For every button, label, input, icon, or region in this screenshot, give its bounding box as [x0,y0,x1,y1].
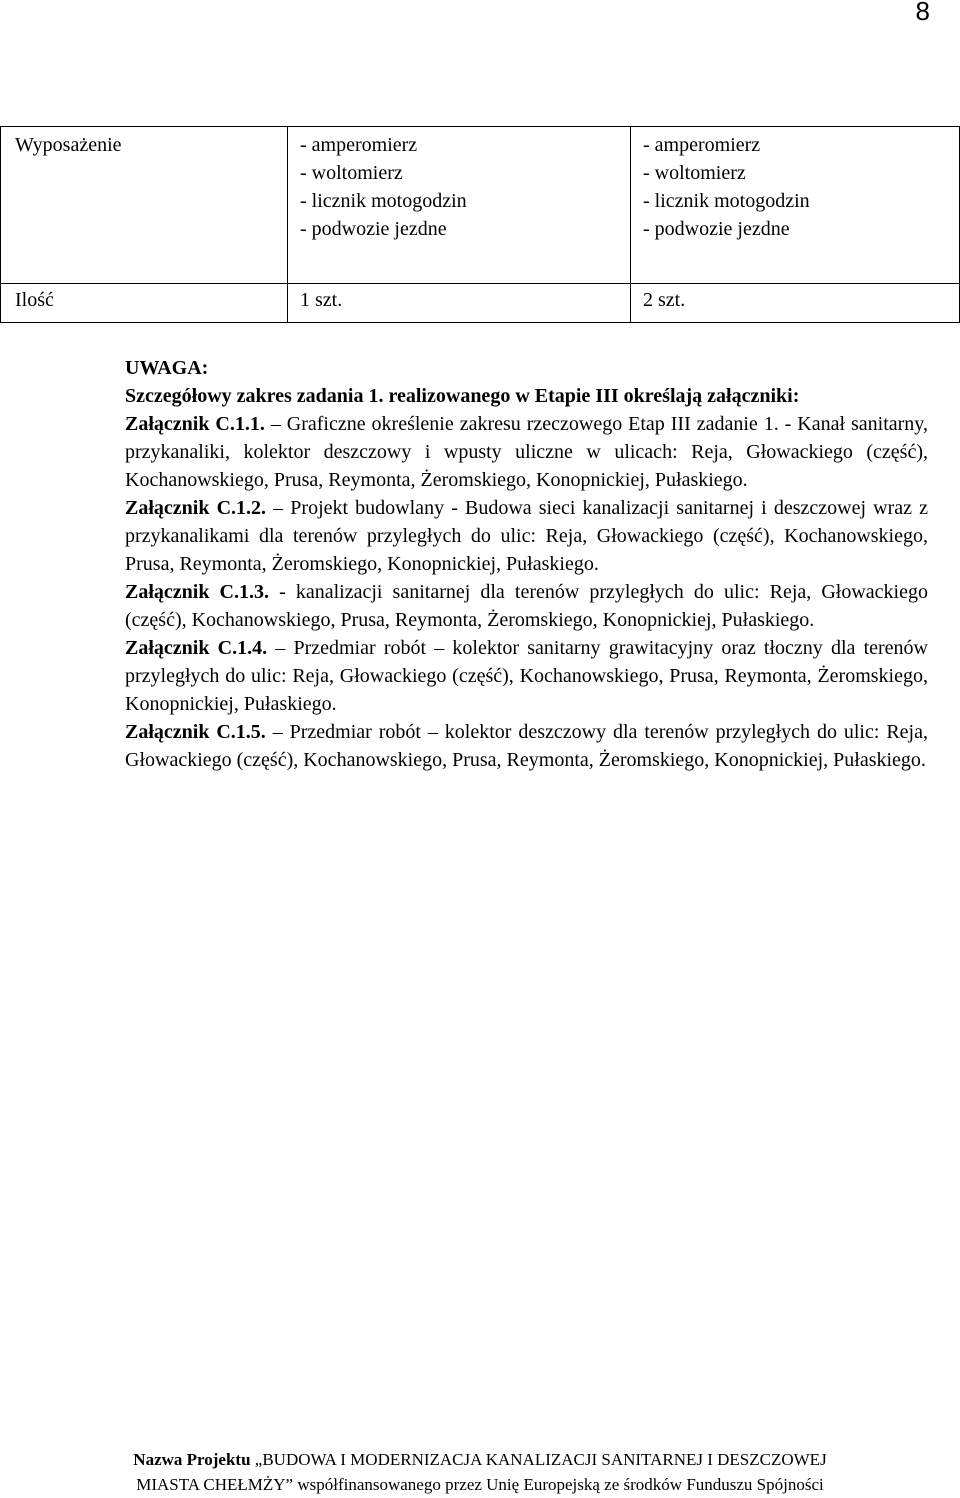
table-row [1,127,960,284]
machine-2-equipment [631,127,960,284]
list-item: - podwozie jezdne [643,218,790,240]
list-item: - licznik motogodzin [643,190,810,212]
footer-label: Nazwa Projektu [133,1450,251,1469]
footer-funding-note: współfinansowanego przez Unię Europejską ze środków Funduszu Spójności [293,1475,824,1494]
attachment-text: - kanalizacji sanitarnej dla terenów przyległych do ulic: Reja, Głowackiego (część), Kochanowskiego, Prusa, Reymonta, Żeromskiego, Konopnickiej, Pułaskiego. [125,581,928,631]
attachment-item [125,718,928,774]
attachment-label: Załącznik C.1.2. [125,497,267,519]
table-row [1,284,960,323]
attachment-label: Załącznik C.1.1. [125,413,265,435]
row-label: Ilość [1,284,288,323]
attachment-label: Załącznik C.1.5. [125,721,266,743]
footer-line-1 [0,1447,960,1472]
list-item: - amperomierz [643,134,761,156]
attachment-item [125,578,928,634]
page-footer [0,1447,960,1497]
attachment-label: Załącznik C.1.3. [125,581,269,603]
list-item: - woltomierz [643,162,746,184]
list-item: - amperomierz [300,134,418,156]
attachment-text: – Graficzne określenie zakresu rzeczowego Etap III zadanie 1. - Kanał sanitarny, przykanaliki, kolektor deszczowy i wpusty uliczne w ulicach: Reja, Głowackiego (część), Kochanowskiego, Prusa, Reymonta, Żeromskiego, Konopnickiej, Pułaskiego. [125,413,928,491]
attachment-label: Załącznik C.1.4. [125,637,268,659]
attachment-item [125,494,928,578]
notes-section [125,354,928,774]
list-item: - licznik motogodzin [300,190,467,212]
attachment-item [125,634,928,718]
machine-1-quantity: 1 szt. [288,284,631,323]
attachment-text: – Przedmiar robót – kolektor deszczowy dla terenów przyległych do ulic: Reja, Głowackiego (część), Kochanowskiego, Prusa, Reymonta, Żeromskiego, Konopnickiej, Pułaskiego. [125,721,928,771]
machine-1-equipment [288,127,631,284]
machine-2-quantity: 2 szt. [631,284,960,323]
scope-intro: Szczegółowy zakres zadania 1. realizowanego w Etapie III określają załączniki: [125,385,800,407]
list-item: - woltomierz [300,162,403,184]
attachment-text: – Przedmiar robót – kolektor sanitarny grawitacyjny oraz tłoczny dla terenów przyległych do ulic: Reja, Głowackiego (część), Kochanowskiego, Prusa, Reymonta, Żeromskiego, Konopnickiej, Pułaskiego. [125,637,928,715]
page-number: 8 [915,0,930,26]
attachment-text: – Projekt budowlany - Budowa sieci kanalizacji sanitarnej i deszczowej wraz z przykanalikami dla terenów przyległych do ulic: Reja, Głowackiego (część), Kochanowskiego, Prusa, Reymonta, Żeromskiego, Konopnickiej, Pułaskiego. [125,497,928,575]
footer-project-title: „BUDOWA I MODERNIZACJA KANALIZACJI SANITARNEJ I DESZCZOWEJ [250,1450,827,1469]
equipment-table [0,126,960,323]
list-item: - podwozie jezdne [300,218,447,240]
row-label: Wyposażenie [1,127,288,284]
footer-project-title-end: MIASTA CHEŁMŻY” [136,1475,294,1494]
attachment-item [125,410,928,494]
footer-line-2 [0,1472,960,1497]
uwaga-heading: UWAGA: [125,357,209,379]
